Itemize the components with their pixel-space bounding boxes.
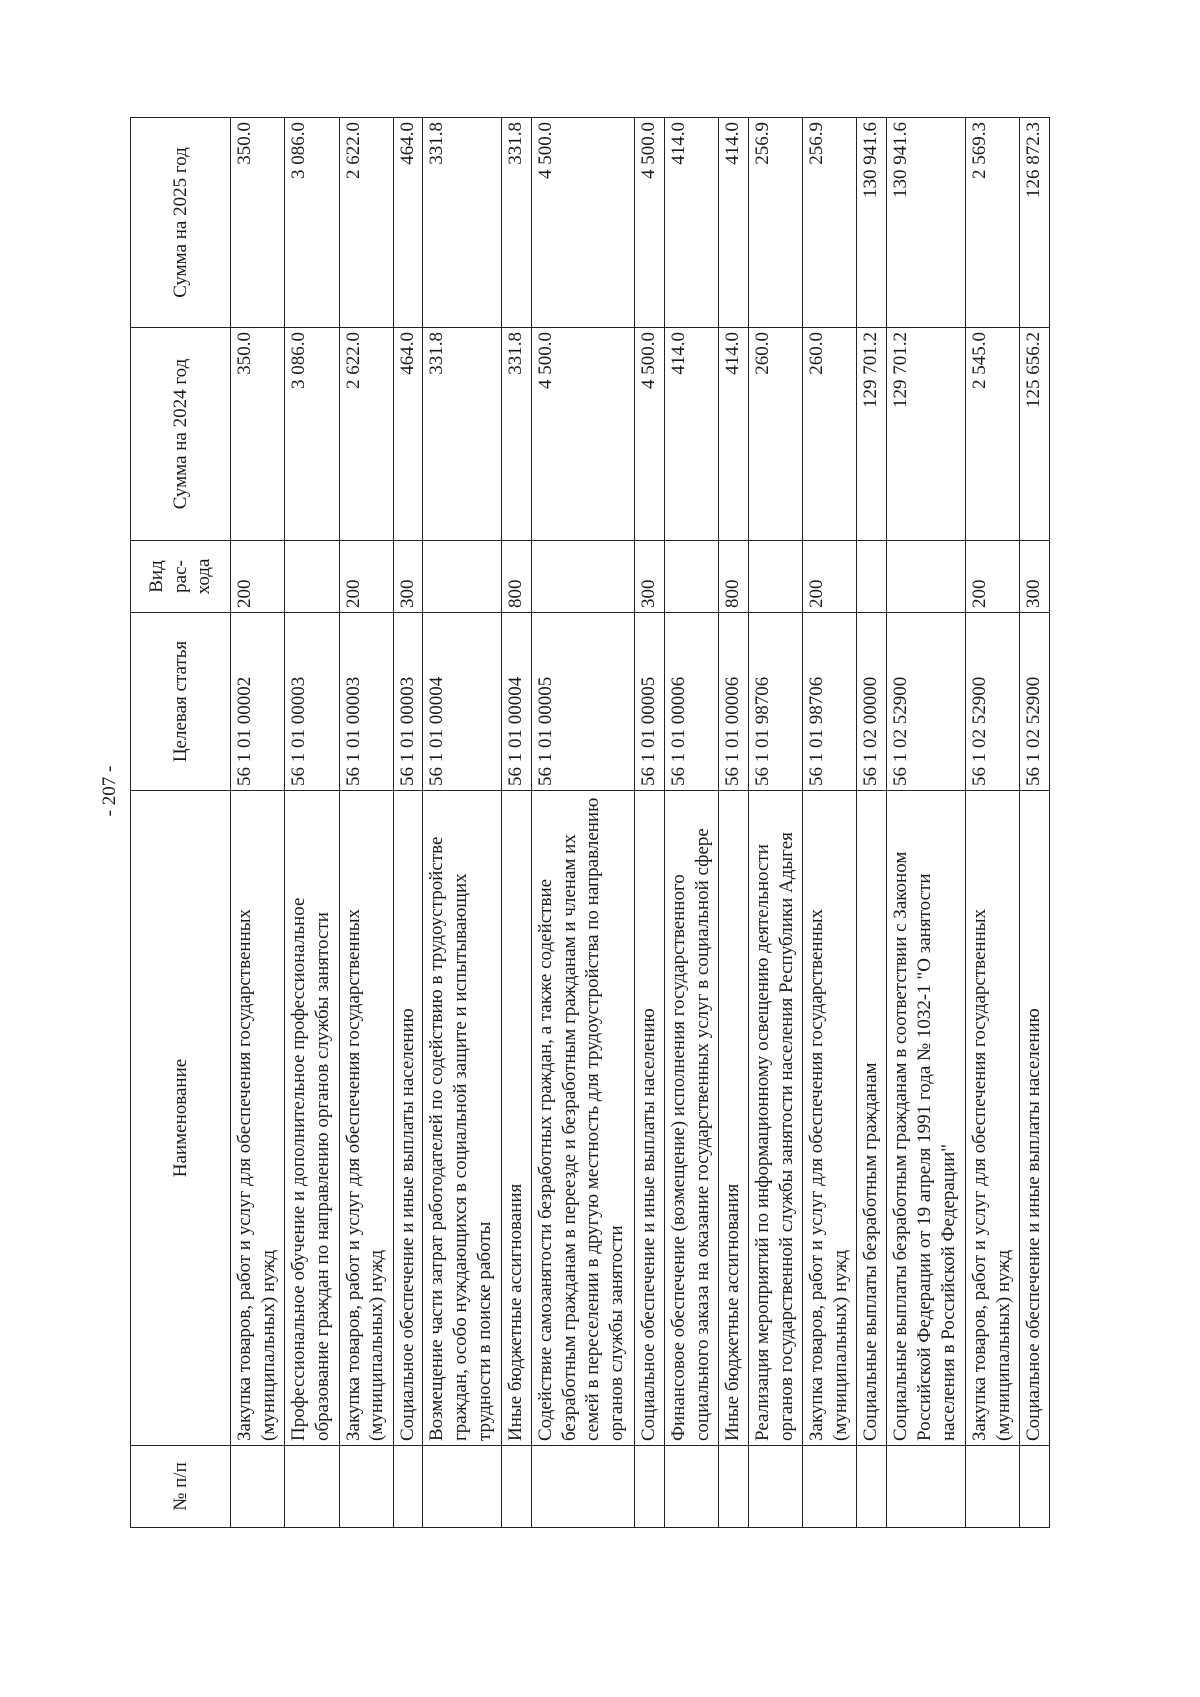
table-row	[887, 118, 966, 1528]
cell-sum-2025: 256.9	[748, 118, 802, 328]
cell-sum-2024: 414.0	[719, 328, 749, 541]
cell-sum-2024: 129 701.2	[887, 328, 966, 541]
cell-target: 56 1 01 00003	[339, 613, 393, 791]
rotated-table-wrapper	[130, 118, 1050, 1528]
table-row	[231, 118, 285, 1528]
cell-sum-2024: 414.0	[665, 328, 719, 541]
cell-sum-2025: 414.0	[665, 118, 719, 328]
table-row	[531, 118, 634, 1528]
cell-num	[1020, 1446, 1050, 1528]
cell-kind	[857, 541, 887, 613]
cell-sum-2024: 129 701.2	[857, 328, 887, 541]
cell-name: Возмещение части затрат работодателей по содействию в трудоустройстве граждан, особо нуждающихся в социальной защите и испытывающих трудности в поиске работы	[423, 791, 502, 1446]
cell-sum-2024: 350.0	[231, 328, 285, 541]
cell-num	[502, 1446, 532, 1528]
cell-sum-2025: 331.8	[502, 118, 532, 328]
cell-target: 56 1 01 00004	[423, 613, 502, 791]
cell-name: Иные бюджетные ассигнования	[502, 791, 532, 1446]
cell-sum-2025: 350.0	[231, 118, 285, 328]
table-row	[339, 118, 393, 1528]
table-row	[423, 118, 502, 1528]
cell-kind: 200	[965, 541, 1019, 613]
cell-kind	[748, 541, 802, 613]
cell-name: Закупка товаров, работ и услуг для обеспечения государственных (муниципальных) нужд	[339, 791, 393, 1446]
cell-target: 56 1 02 00000	[857, 613, 887, 791]
cell-num	[339, 1446, 393, 1528]
cell-name: Социальное обеспечение и иные выплаты населению	[635, 791, 665, 1446]
cell-sum-2024: 331.8	[502, 328, 532, 541]
header-name: Наименование	[131, 791, 231, 1446]
cell-sum-2025: 331.8	[423, 118, 502, 328]
cell-kind	[285, 541, 339, 613]
cell-sum-2025: 464.0	[393, 118, 423, 328]
table-row	[393, 118, 423, 1528]
cell-num	[393, 1446, 423, 1528]
header-sum-2025: Сумма на 2025 год	[131, 118, 231, 328]
cell-sum-2025: 130 941.6	[887, 118, 966, 328]
cell-name: Закупка товаров, работ и услуг для обеспечения государственных (муниципальных) нужд	[803, 791, 857, 1446]
cell-target: 56 1 02 52900	[887, 613, 966, 791]
cell-kind	[887, 541, 966, 613]
cell-sum-2025: 2 569.3	[965, 118, 1019, 328]
cell-target: 56 1 01 00005	[531, 613, 634, 791]
cell-name: Финансовое обеспечение (возмещение) исполнения государственного социального заказа на оказание государственных услуг в социальной сфере	[665, 791, 719, 1446]
cell-sum-2024: 260.0	[748, 328, 802, 541]
table-row	[857, 118, 887, 1528]
cell-sum-2024: 331.8	[423, 328, 502, 541]
cell-name: Социальное обеспечение и иные выплаты населению	[1020, 791, 1050, 1446]
header-num: № п/п	[131, 1446, 231, 1528]
cell-kind: 300	[1020, 541, 1050, 613]
cell-sum-2024: 2 545.0	[965, 328, 1019, 541]
cell-num	[531, 1446, 634, 1528]
cell-sum-2025: 4 500.0	[635, 118, 665, 328]
cell-sum-2024: 260.0	[803, 328, 857, 541]
cell-name: Социальные выплаты безработным гражданам	[857, 791, 887, 1446]
cell-sum-2025: 256.9	[803, 118, 857, 328]
cell-sum-2025: 2 622.0	[339, 118, 393, 328]
cell-name: Профессиональное обучение и дополнительное профессиональное образование граждан по направлению органов службы занятости	[285, 791, 339, 1446]
cell-kind: 200	[231, 541, 285, 613]
cell-sum-2024: 2 622.0	[339, 328, 393, 541]
cell-num	[857, 1446, 887, 1528]
cell-kind: 300	[635, 541, 665, 613]
cell-kind	[531, 541, 634, 613]
cell-sum-2025: 130 941.6	[857, 118, 887, 328]
table-row	[1020, 118, 1050, 1528]
cell-kind: 800	[719, 541, 749, 613]
cell-name: Содействие самозанятости безработных граждан, а также содействие безработным гражданам в переезде и безработным гражданам и членам их семей в переселении в другую местность для трудоустройства по направлению органов службы занятости	[531, 791, 634, 1446]
table-row	[635, 118, 665, 1528]
table-body	[231, 118, 1050, 1528]
cell-kind: 800	[502, 541, 532, 613]
cell-sum-2024: 4 500.0	[635, 328, 665, 541]
header-kind: Вид рас-хода	[131, 541, 231, 613]
cell-num	[887, 1446, 966, 1528]
cell-name: Закупка товаров, работ и услуг для обеспечения государственных (муниципальных) нужд	[965, 791, 1019, 1446]
cell-target: 56 1 01 00006	[665, 613, 719, 791]
cell-target: 56 1 01 98706	[803, 613, 857, 791]
table-row	[719, 118, 749, 1528]
cell-sum-2024: 464.0	[393, 328, 423, 541]
cell-num	[719, 1446, 749, 1528]
table-row	[803, 118, 857, 1528]
cell-num	[285, 1446, 339, 1528]
cell-target: 56 1 01 00006	[719, 613, 749, 791]
cell-num	[635, 1446, 665, 1528]
cell-target: 56 1 01 00003	[285, 613, 339, 791]
cell-name: Социальные выплаты безработным гражданам в соответствии с Законом Российской Федерации от 19 апреля 1991 года № 1032-1 "О занятости населения в Российской Федерации"	[887, 791, 966, 1446]
cell-target: 56 1 01 00004	[502, 613, 532, 791]
cell-name: Иные бюджетные ассигнования	[719, 791, 749, 1446]
cell-sum-2024: 3 086.0	[285, 328, 339, 541]
table-row	[502, 118, 532, 1528]
budget-table	[130, 117, 1050, 1528]
table-row	[748, 118, 802, 1528]
page-number: - 207 -	[99, 765, 120, 817]
header-target: Целевая статья	[131, 613, 231, 791]
cell-sum-2024: 4 500.0	[531, 328, 634, 541]
table-row	[285, 118, 339, 1528]
cell-target: 56 1 01 00003	[393, 613, 423, 791]
cell-num	[423, 1446, 502, 1528]
table-row	[665, 118, 719, 1528]
cell-target: 56 1 01 00002	[231, 613, 285, 791]
cell-kind: 300	[393, 541, 423, 613]
header-sum-2024: Сумма на 2024 год	[131, 328, 231, 541]
cell-sum-2024: 125 656.2	[1020, 328, 1050, 541]
cell-name: Закупка товаров, работ и услуг для обеспечения государственных (муниципальных) нужд	[231, 791, 285, 1446]
cell-target: 56 1 02 52900	[965, 613, 1019, 791]
cell-kind	[423, 541, 502, 613]
cell-sum-2025: 3 086.0	[285, 118, 339, 328]
cell-name: Реализация мероприятий по информационному освещению деятельности органов государственной службы занятости населения Республики Адыгея	[748, 791, 802, 1446]
table-header-row	[131, 118, 231, 1528]
cell-sum-2025: 126 872.3	[1020, 118, 1050, 328]
cell-sum-2025: 414.0	[719, 118, 749, 328]
cell-target: 56 1 01 98706	[748, 613, 802, 791]
table-row	[965, 118, 1019, 1528]
cell-num	[803, 1446, 857, 1528]
cell-target: 56 1 01 00005	[635, 613, 665, 791]
cell-num	[231, 1446, 285, 1528]
cell-kind: 200	[803, 541, 857, 613]
cell-kind: 200	[339, 541, 393, 613]
cell-kind	[665, 541, 719, 613]
cell-target: 56 1 02 52900	[1020, 613, 1050, 791]
cell-num	[965, 1446, 1019, 1528]
cell-name: Социальное обеспечение и иные выплаты населению	[393, 791, 423, 1446]
cell-sum-2025: 4 500.0	[531, 118, 634, 328]
cell-num	[748, 1446, 802, 1528]
cell-num	[665, 1446, 719, 1528]
